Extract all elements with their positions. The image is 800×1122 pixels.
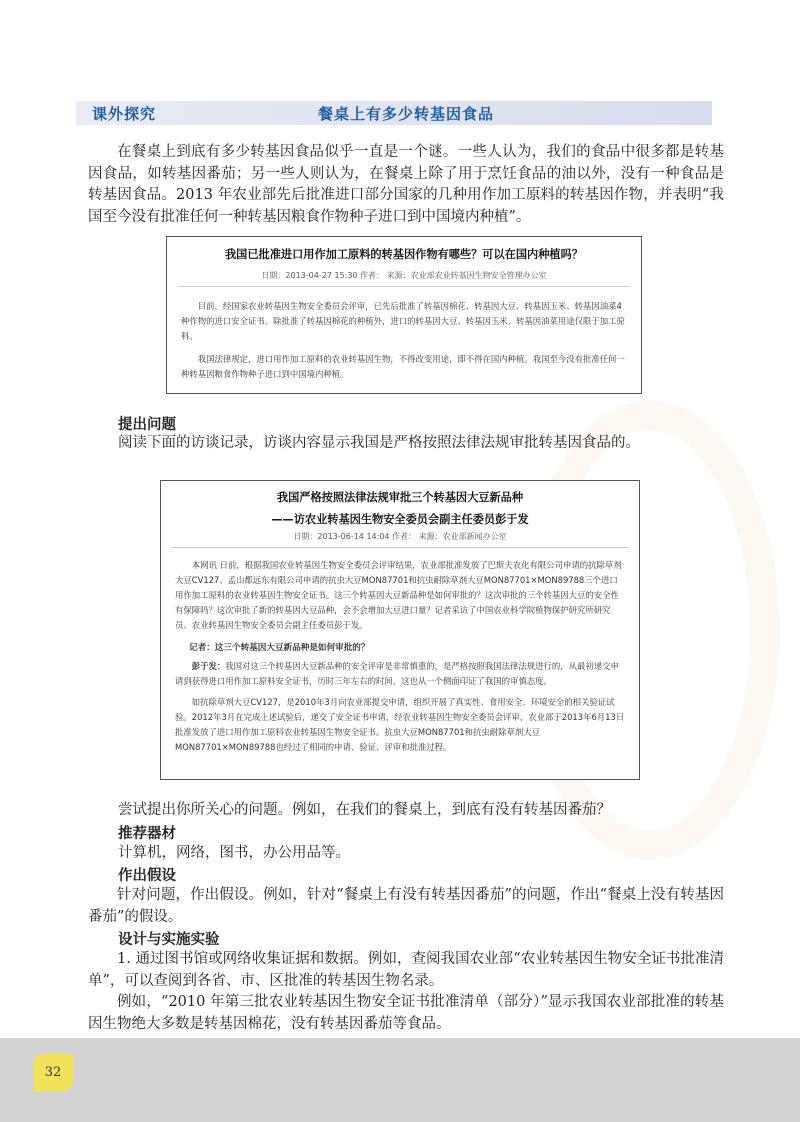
design-heading: 设计与实施实验 (118, 932, 220, 948)
news-box-1 (166, 236, 642, 394)
news-box-2-divider (171, 547, 629, 548)
news-box-2-answer (161, 659, 639, 689)
question-example: 尝试提出你所关心的问题。例如，在我们的餐桌上，到底有没有转基因番茄？ (118, 802, 611, 818)
news-box-1-divider (177, 286, 631, 287)
news-box-2-subtitle: ——访农业转基因生物安全委员会副主任委员彭于发 (271, 513, 529, 526)
news-box-1-title: 我国已批准进口用作加工原料的转基因作物有哪些？可以在国内种植吗？ (224, 248, 583, 261)
hypothesis-text: 针对问题，作出假设。例如，针对“餐桌上有没有转基因番茄”的问题，作出“餐桌上没有转基因番茄”的假设。 (88, 887, 724, 925)
design-step-1-example: 例如，“2010 年第三批农业转基因生物安全证书批准清单（部分）”显示我国农业部批准的转基因生物绝大多数是转基因棉花，没有转基因番茄等食品。 (88, 994, 724, 1032)
section-title: 餐桌上有多少转基因食品 (318, 105, 495, 123)
news-box-2-reporter-question: 记者：这三个转基因大豆新品种是如何审批的？ (189, 643, 370, 653)
footer-band (0, 1038, 800, 1122)
news-box-1-paragraph-2: 我国法律规定，进口用作加工原料的农业转基因生物，不得改变用途，即不得在国内种植。我国至今没有批准任何一种转基因粮食作物种子进口到中国境内种植。 (181, 354, 625, 379)
question-text: 阅读下面的访谈记录，访谈内容显示我国是严格按照法律法规审批转基因食品的。 (118, 435, 640, 451)
news-box-2-answer-text: 我国对这三个转基因大豆新品种的安全评审是非常慎重的，是严格按照我国法律法规进行的，从最初递交申请到获得进口用作加工原料安全证书，历时三年左右的时间，这也从一个侧面印证了我国的审慎态度。 (175, 661, 619, 686)
news-box-2-meta: 日期：2013-06-14 14:04 作者： 来源：农业部新闻办公室 (293, 532, 507, 541)
news-box-1-meta: 日期：2013-04-27 15:30 作者： 来源：农业部农业转基因生物安全管理办公室 (261, 271, 547, 280)
news-box-1-paragraph-1: 目前，经国家农业转基因生物安全委员会评审，已先后批准了转基因棉花、转基因大豆、转基因玉米、转基因油菜4种作物的进口安全证书。除批准了转基因棉花的种植外，进口的转基因大豆、转基因玉米、转基因油菜用途仅限于加工原料。 (181, 301, 625, 341)
design-step-1: 1. 通过图书馆或网络收集证据和数据。例如，查阅我国农业部“农业转基因生物安全证书批准清单”，可以查阅到各省、市、区批准的转基因生物名录。 (88, 951, 724, 989)
equipment-heading: 推荐器材 (118, 826, 176, 842)
news-box-2 (160, 480, 640, 780)
question-heading: 提出问题 (118, 417, 176, 433)
news-box-2-paragraph-1: 本网讯 日前，根据我国农业转基因生物安全委员会评审结果，农业部批准发放了巴斯夫农化有限公司申请的抗除草剂大豆CV127、孟山都远东有限公司申请的抗虫大豆MON87701和抗虫耐除草剂大豆MON87701×MON89788三个进口用作加工原料的农业转基因生物安全证书。这三个转基因大豆新品种是如何审批的？这次审批的三个转基因大豆的安全性有保障吗？这次审批了新的转基因大豆品种，会不会增加大豆进口量？记者采访了中国农业科学院植物保护研究所研究员、农业转基因生物安全委员会副主任委员彭于发。 (175, 560, 622, 630)
page-number: 32 (33, 1054, 73, 1092)
hypothesis-heading: 作出假设 (118, 868, 176, 884)
news-box-2-paragraph-3: 如抗除草剂大豆CV127，是2010年3月向农业部提交申请，组织开展了真实性、食用安全、环境安全的相关验证试验。2012年3月在完成上述试验后，递交了安全证书申请，经农业转基因生物安全委员会评审，农业部于2013年6月13日批准发放了进口用作加工原料农业转基因生物安全证书。抗虫大豆MON87701和抗虫耐除草剂大豆MON87701×MON89788也经过了相同的申请、验证、评审和批准过程。 (175, 697, 625, 752)
news-box-2-answer-speaker: 彭于发： (191, 661, 226, 671)
intro-paragraph: 在餐桌上到底有多少转基因食品似乎一直是一个谜。一些人认为，我们的食品中很多都是转基因食品，如转基因番茄；另一些人则认为，在餐桌上除了用于烹饪食品的油以外，没有一种食品是转基因食品。2013 年农业部先后批准进口部分国家的几种用作加工原料的转基因作物，并表明“我国至今没有批准任何一种转基因粮食作物种子进口到中国境内种植”。 (88, 144, 724, 225)
equipment-text: 计算机，网络，图书，办公用品等。 (118, 845, 350, 861)
section-label: 课外探究 (92, 105, 157, 123)
news-box-2-title: 我国严格按照法律法规审批三个转基因大豆新品种 (276, 491, 524, 504)
